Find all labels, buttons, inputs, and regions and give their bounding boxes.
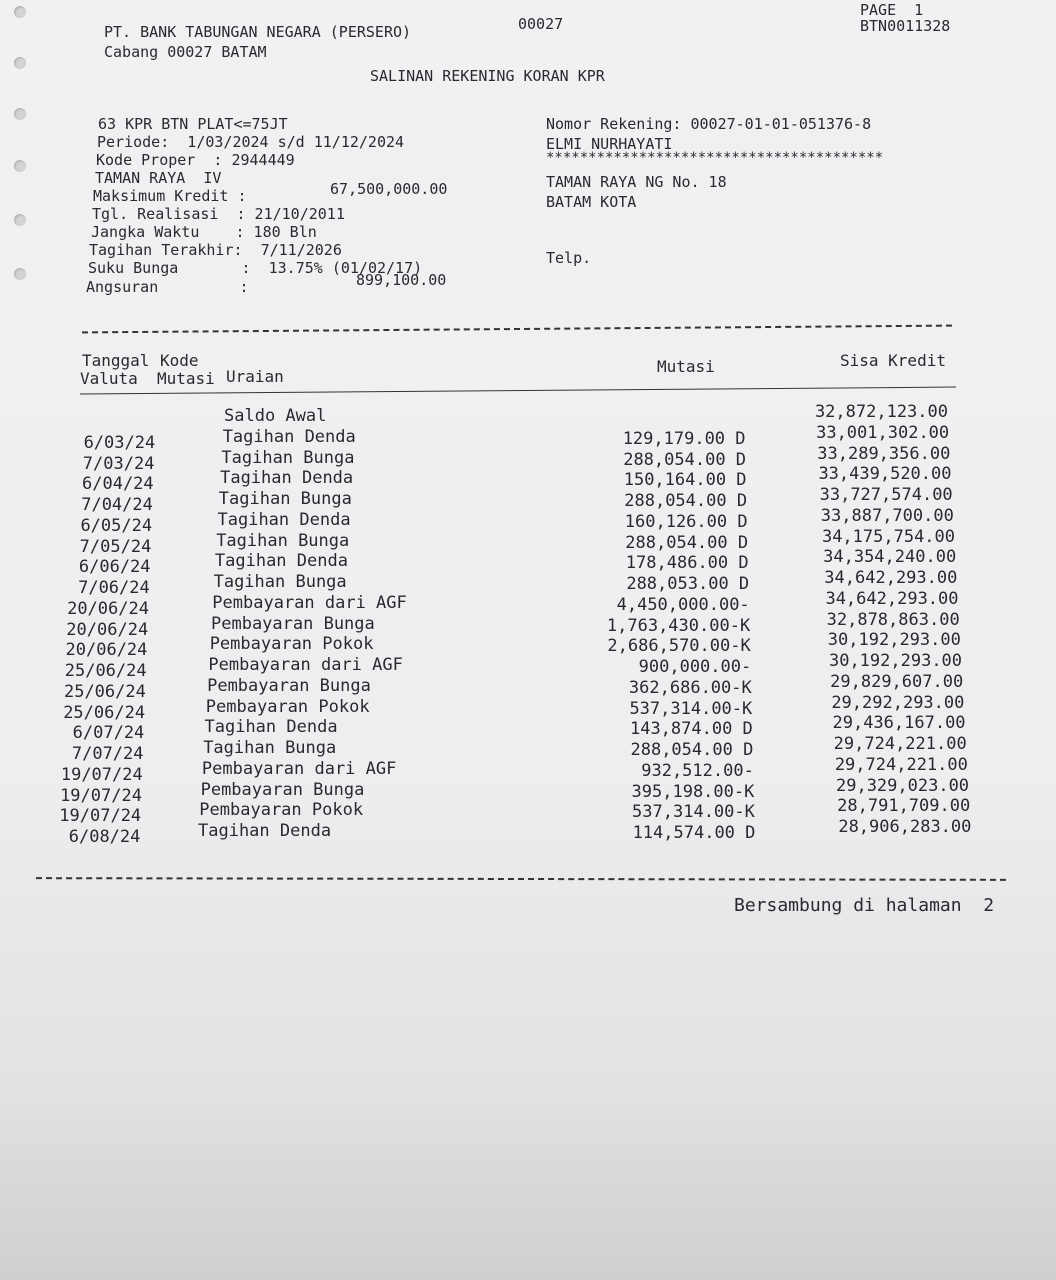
masked-stars: **************************************** <box>546 150 884 166</box>
row-description: Tagihan Denda <box>198 821 332 841</box>
row-date: 20/06/24 <box>66 619 149 640</box>
row-description: Pembayaran Pokok <box>209 634 374 655</box>
header-rule-top <box>82 325 952 334</box>
row-mutasi: 537,314.00-K <box>632 802 755 823</box>
tgl-realisasi: Tgl. Realisasi : 21/10/2011 <box>92 205 345 223</box>
jangka-waktu: Jangka Waktu : 180 Bln <box>91 223 317 241</box>
angsuran-value: 899,100.00 <box>356 271 447 289</box>
row-date: 25/06/24 <box>64 661 147 681</box>
row-sisa-kredit: 33,439,520.00 <box>818 464 952 485</box>
row-mutasi: 4,450,000.00- <box>616 594 750 615</box>
kode-proper: Kode Proper : 2944449 <box>96 151 295 169</box>
row-description: Saldo Awal <box>224 406 327 426</box>
row-description: Tagihan Denda <box>222 426 356 447</box>
row-description: Tagihan Denda <box>220 468 354 489</box>
row-sisa-kredit: 33,727,574.00 <box>819 485 953 505</box>
row-description: Pembayaran Pokok <box>199 800 364 821</box>
row-date: 6/05/24 <box>80 515 153 536</box>
punch-hole <box>14 57 26 69</box>
row-description: Pembayaran Pokok <box>205 696 370 717</box>
row-mutasi: 143,874.00 D <box>629 719 753 740</box>
row-mutasi: 537,314.00-K <box>629 698 753 719</box>
header-kode: Kode <box>160 351 199 370</box>
row-sisa-kredit: 33,887,700.00 <box>820 505 954 526</box>
row-date: 19/07/24 <box>60 785 142 806</box>
row-mutasi: 114,574.00 D <box>632 823 756 843</box>
row-description: Pembayaran dari AGF <box>201 758 397 779</box>
row-description: Tagihan Bunga <box>221 447 355 468</box>
location: TAMAN RAYA IV <box>95 169 222 187</box>
row-sisa-kredit: 29,292,293.00 <box>831 692 965 713</box>
table-row <box>0 817 1056 847</box>
maksimum-kredit-label: Maksimum Kredit : <box>93 187 247 205</box>
product-name: 63 KPR BTN PLAT<=75JT <box>98 115 288 133</box>
row-mutasi: 150,164.00 D <box>623 470 747 491</box>
row-mutasi: 288,053.00 D <box>626 574 750 594</box>
header-mutasi: Mutasi <box>157 369 215 388</box>
bank-name: PT. BANK TABUNGAN NEGARA (PERSERO) <box>104 23 412 41</box>
row-date: 7/06/24 <box>78 578 150 598</box>
row-mutasi: 288,054.00 D <box>630 740 754 760</box>
row-sisa-kredit: 29,724,221.00 <box>834 754 968 775</box>
row-sisa-kredit: 32,878,863.00 <box>826 609 960 630</box>
row-date: 7/04/24 <box>81 495 153 515</box>
header-uraian: Uraian <box>226 367 284 386</box>
nomor-rekening: Nomor Rekening: 00027-01-01-051376-8 <box>546 115 872 133</box>
document-title: SALINAN REKENING KORAN KPR <box>370 67 605 85</box>
row-sisa-kredit: 33,001,302.00 <box>816 422 950 443</box>
row-sisa-kredit: 29,724,221.00 <box>833 734 967 754</box>
row-date: 25/06/24 <box>63 702 146 723</box>
row-sisa-kredit: 28,906,283.00 <box>838 817 972 837</box>
row-date: 19/07/24 <box>60 764 143 785</box>
punch-hole <box>14 160 26 172</box>
row-date: 20/06/24 <box>65 640 148 661</box>
branch-code: 00027 <box>518 15 564 33</box>
page-number: PAGE 1 <box>860 1 924 19</box>
row-mutasi: 1,763,430.00-K <box>606 615 751 636</box>
row-description: Tagihan Denda <box>204 717 338 738</box>
header-tanggal: Tanggal <box>82 351 150 370</box>
row-description: Tagihan Bunga <box>216 530 350 551</box>
continued-note: Bersambung di halaman 2 <box>734 895 995 916</box>
telp-label: Telp. <box>546 249 592 267</box>
row-date: 6/08/24 <box>68 827 141 847</box>
row-mutasi: 288,054.00 D <box>624 491 748 511</box>
row-mutasi: 160,126.00 D <box>624 511 748 532</box>
row-sisa-kredit: 34,175,754.00 <box>821 526 956 547</box>
header-mutasi-amount: Mutasi <box>657 357 715 376</box>
punch-hole <box>14 6 26 18</box>
row-mutasi: 2,686,570.00-K <box>607 636 751 657</box>
row-description: Tagihan Denda <box>217 509 351 530</box>
customer-name: ELMI NURHAYATI <box>546 135 673 153</box>
row-description: Tagihan Denda <box>214 551 348 572</box>
row-description: Pembayaran Bunga <box>211 613 375 634</box>
row-description: Tagihan Bunga <box>213 572 347 592</box>
row-sisa-kredit: 28,791,709.00 <box>837 796 971 817</box>
address-line-1: TAMAN RAYA NG No. 18 <box>546 173 727 191</box>
row-sisa-kredit: 34,642,293.00 <box>824 568 958 588</box>
header-valuta: Valuta <box>80 369 138 388</box>
maksimum-kredit-value: 67,500,000.00 <box>330 180 448 198</box>
row-date: 6/07/24 <box>72 723 145 744</box>
angsuran-label: Angsuran : <box>86 278 249 296</box>
branch-name: Cabang 00027 BATAM <box>104 43 267 61</box>
row-sisa-kredit: 29,436,167.00 <box>832 713 966 734</box>
row-date: 19/07/24 <box>59 806 142 827</box>
row-description: Pembayaran Bunga <box>207 675 371 696</box>
row-mutasi: 288,054.00 D <box>625 532 749 553</box>
row-sisa-kredit: 34,354,240.00 <box>823 547 957 568</box>
row-mutasi: 362,686.00-K <box>628 677 752 698</box>
row-date: 7/05/24 <box>79 536 152 557</box>
row-description: Pembayaran dari AGF <box>208 655 403 675</box>
row-date: 7/03/24 <box>82 453 155 474</box>
row-date: 6/06/24 <box>78 557 151 578</box>
row-date: 6/03/24 <box>83 432 156 453</box>
row-sisa-kredit: 32,872,123.00 <box>814 402 948 422</box>
row-description: Pembayaran Bunga <box>200 779 365 800</box>
punch-hole <box>14 214 26 226</box>
row-date: 7/07/24 <box>71 744 144 764</box>
row-mutasi: 129,179.00 D <box>622 428 746 449</box>
row-mutasi: 395,198.00-K <box>631 781 755 802</box>
row-sisa-kredit: 29,829,607.00 <box>830 671 964 692</box>
punch-hole <box>14 108 26 120</box>
row-description: Tagihan Bunga <box>203 738 337 758</box>
row-mutasi: 288,054.00 D <box>623 449 747 470</box>
row-sisa-kredit: 34,642,293.00 <box>825 588 959 609</box>
header-sisa-kredit: Sisa Kredit <box>840 351 946 370</box>
document-id: BTN0011328 <box>860 17 951 35</box>
row-date: 6/04/24 <box>82 474 154 495</box>
row-sisa-kredit: 29,329,023.00 <box>835 775 970 796</box>
footer-rule <box>36 877 1006 881</box>
row-description: Pembayaran dari AGF <box>212 592 407 613</box>
suku-bunga: Suku Bunga : 13.75% (01/02/17) <box>88 259 423 277</box>
tagihan-terakhir: Tagihan Terakhir: 7/11/2026 <box>89 241 342 259</box>
row-description: Tagihan Bunga <box>218 489 352 509</box>
row-mutasi: 178,486.00 D <box>625 553 749 574</box>
row-sisa-kredit: 30,192,293.00 <box>827 630 961 651</box>
periode: Periode: 1/03/2024 s/d 11/12/2024 <box>97 133 405 151</box>
row-sisa-kredit: 30,192,293.00 <box>828 651 963 671</box>
row-date: 20/06/24 <box>67 598 149 619</box>
address-line-2: BATAM KOTA <box>546 193 637 211</box>
row-date: 25/06/24 <box>63 681 146 702</box>
row-sisa-kredit: 33,289,356.00 <box>817 443 951 464</box>
row-mutasi: 900,000.00- <box>638 657 752 677</box>
row-mutasi: 932,512.00- <box>641 760 754 781</box>
punch-hole <box>14 268 26 280</box>
